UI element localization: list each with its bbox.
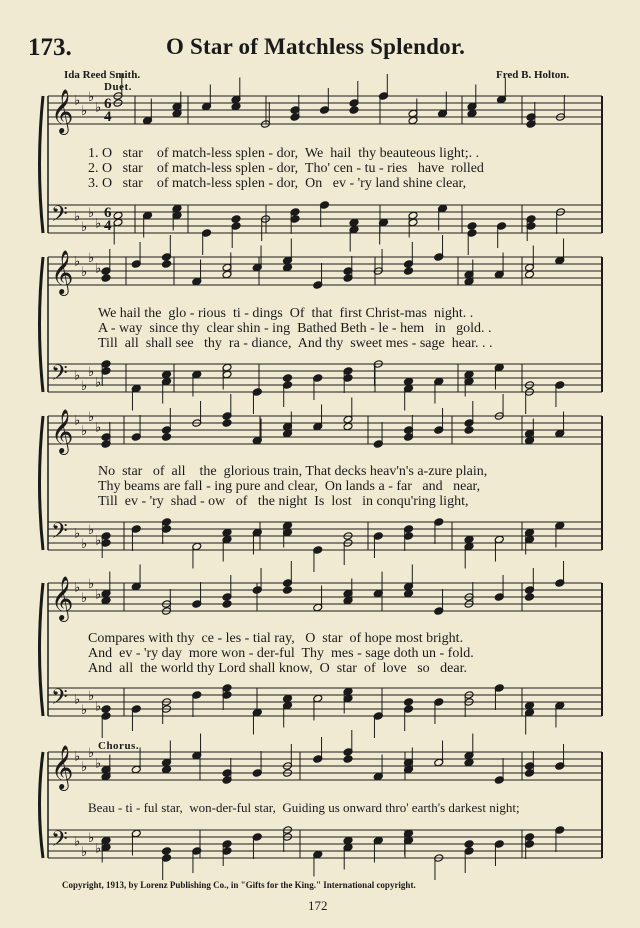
note-head (283, 586, 293, 595)
flat-sign-icon: ♭ (95, 419, 102, 435)
flat-sign-icon: ♭ (74, 525, 81, 541)
note-head (467, 222, 477, 231)
note-head (162, 433, 172, 442)
note-head (101, 596, 111, 605)
lyric-line: No star of all the glorious train, That decks heav'n's a-zure plain, (98, 464, 488, 479)
flat-sign-icon: ♭ (88, 250, 95, 265)
note-head (231, 215, 241, 224)
flat-sign-icon: ♭ (74, 208, 81, 224)
note-head (222, 419, 232, 428)
flat-sign-icon: ♭ (88, 364, 95, 379)
flat-sign-icon: ♭ (95, 215, 102, 231)
flat-sign-icon: ♭ (81, 423, 88, 438)
page-number: 172 (308, 898, 328, 913)
flat-sign-icon: ♭ (81, 702, 88, 717)
flat-sign-icon: ♭ (74, 92, 81, 108)
treble-clef-icon: 𝄞 (51, 250, 74, 294)
note-head (404, 698, 414, 707)
system-brace (40, 416, 44, 550)
note-head (349, 106, 359, 115)
composer-credit: Fred B. Holton. (496, 69, 570, 81)
note-head (343, 836, 353, 845)
flat-sign-icon: ♭ (81, 536, 88, 551)
system-brace (40, 583, 44, 716)
hymn-title: O Star of Matchless Splendor. (166, 34, 466, 59)
treble-clef-icon: 𝄞 (51, 89, 74, 133)
flat-sign-icon: ♭ (74, 367, 81, 383)
lyric-line: We hail the glo - rious ti - dings Of that first Christ-mas night. . (98, 306, 474, 321)
lyric-line: Till ev - 'ry shad - ow of the night Is lost in conqu'ring light, (98, 494, 469, 509)
note-head (464, 535, 474, 544)
flat-sign-icon: ♭ (74, 691, 81, 707)
lyric-line: 1. O star of match-less splen - dor, We hail thy beauteous light;. . (88, 146, 480, 161)
time-signature: 4 (104, 218, 112, 234)
note-head (404, 267, 414, 276)
lyric-line: A - way since thy clear shin - ing Bathed Beth - le - hem in gold. . (98, 321, 492, 336)
note-head (162, 765, 172, 774)
footer-copyright: Copyright, 1913, by Lorenz Publishing Co., in "Gifts for the King." International copyright. (62, 880, 416, 890)
note-head (343, 422, 353, 431)
note-head (525, 701, 535, 710)
lyric-line: 3. O star of match-less splen - dor, On ev - 'ry land shine clear, (88, 176, 467, 191)
lyric-line: And ev - 'ry day more won - der-ful Thy mes - sage doth un - fold. (88, 646, 474, 661)
bass-clef-icon: 𝄢 (51, 827, 68, 857)
system-brace (40, 96, 44, 233)
flat-sign-icon: ♭ (88, 409, 95, 424)
flat-sign-icon: ♭ (95, 755, 102, 771)
note-head (162, 260, 172, 269)
chorus-marking: Chorus. (98, 740, 140, 752)
flat-sign-icon: ♭ (95, 586, 102, 602)
author-credit: Ida Reed Smith. (64, 69, 141, 81)
note-head (283, 374, 293, 383)
note-head (349, 218, 359, 227)
time-signature: 4 (104, 109, 112, 125)
note-head (464, 758, 474, 767)
flat-sign-icon: ♭ (95, 99, 102, 115)
flat-sign-icon: ♭ (81, 759, 88, 774)
note-head (222, 528, 232, 537)
time-signature: 6 (104, 205, 112, 221)
flat-sign-icon: ♭ (88, 205, 95, 220)
bass-clef-icon: 𝄢 (51, 519, 68, 549)
flat-sign-icon: ♭ (88, 688, 95, 703)
flat-sign-icon: ♭ (95, 840, 102, 856)
flat-sign-icon: ♭ (74, 412, 81, 428)
flat-sign-icon: ♭ (95, 374, 102, 390)
flat-sign-icon: ♭ (81, 219, 88, 234)
note-head (113, 211, 123, 220)
note-head (343, 755, 353, 764)
flat-sign-icon: ♭ (74, 253, 81, 269)
treble-clef-icon: 𝄞 (51, 409, 74, 453)
note-head (101, 705, 111, 714)
lyric-line: Thy beams are fall - ing pure and clear, On lands a - far and near, (98, 479, 481, 494)
duet-marking: Duet. (104, 81, 132, 93)
note-head (162, 370, 172, 379)
lyric-line: Compares with thy ce - les - tial ray, O star of hope most bright. (88, 631, 464, 646)
flat-sign-icon: ♭ (81, 844, 88, 859)
bass-clef-icon: 𝄢 (51, 685, 68, 715)
time-signature: 6 (104, 96, 112, 112)
note-head (467, 109, 477, 118)
bass-clef-icon: 𝄢 (51, 202, 68, 232)
flat-sign-icon: ♭ (74, 579, 81, 595)
flat-sign-icon: ♭ (88, 522, 95, 537)
lyric-line: Till all shall see thy ra - diance, And thy sweet mes - sage hear. . . (98, 336, 493, 351)
note-head (101, 274, 111, 283)
hymn-number: 173. (28, 34, 72, 61)
note-head (464, 426, 474, 435)
flat-sign-icon: ♭ (88, 830, 95, 845)
flat-sign-icon: ♭ (81, 264, 88, 279)
treble-clef-icon: 𝄞 (51, 745, 74, 789)
note-head (283, 694, 293, 703)
flat-sign-icon: ♭ (81, 590, 88, 605)
flat-sign-icon: ♭ (88, 89, 95, 104)
flat-sign-icon: ♭ (88, 745, 95, 760)
note-head (525, 270, 535, 279)
flat-sign-icon: ♭ (81, 378, 88, 393)
system-brace (40, 752, 44, 858)
flat-sign-icon: ♭ (95, 260, 102, 276)
flat-sign-icon: ♭ (88, 576, 95, 591)
lyric-line: 2. O star of match-less splen - dor, Tho' cen - tu - ries have rolled (88, 161, 484, 176)
note-head (464, 840, 474, 849)
treble-clef-icon: 𝄞 (51, 576, 74, 620)
bass-clef-icon: 𝄢 (51, 361, 68, 391)
flat-sign-icon: ♭ (95, 698, 102, 714)
flat-sign-icon: ♭ (81, 103, 88, 118)
note-head (404, 589, 414, 598)
system-brace (40, 257, 44, 392)
note-head (283, 263, 293, 272)
note-head (525, 593, 535, 602)
note-head (231, 102, 241, 111)
lyric-line: Beau - ti - ful star, won-der-ful star, Guiding us onward thro' earth's darkest night; (88, 800, 520, 815)
note-head (404, 377, 414, 386)
flat-sign-icon: ♭ (95, 532, 102, 548)
flat-sign-icon: ♭ (74, 833, 81, 849)
lyric-line: And all the world thy Lord shall know, O star of love so dear. (88, 661, 467, 676)
flat-sign-icon: ♭ (74, 748, 81, 764)
note-head (222, 600, 232, 609)
note-head (162, 847, 172, 856)
